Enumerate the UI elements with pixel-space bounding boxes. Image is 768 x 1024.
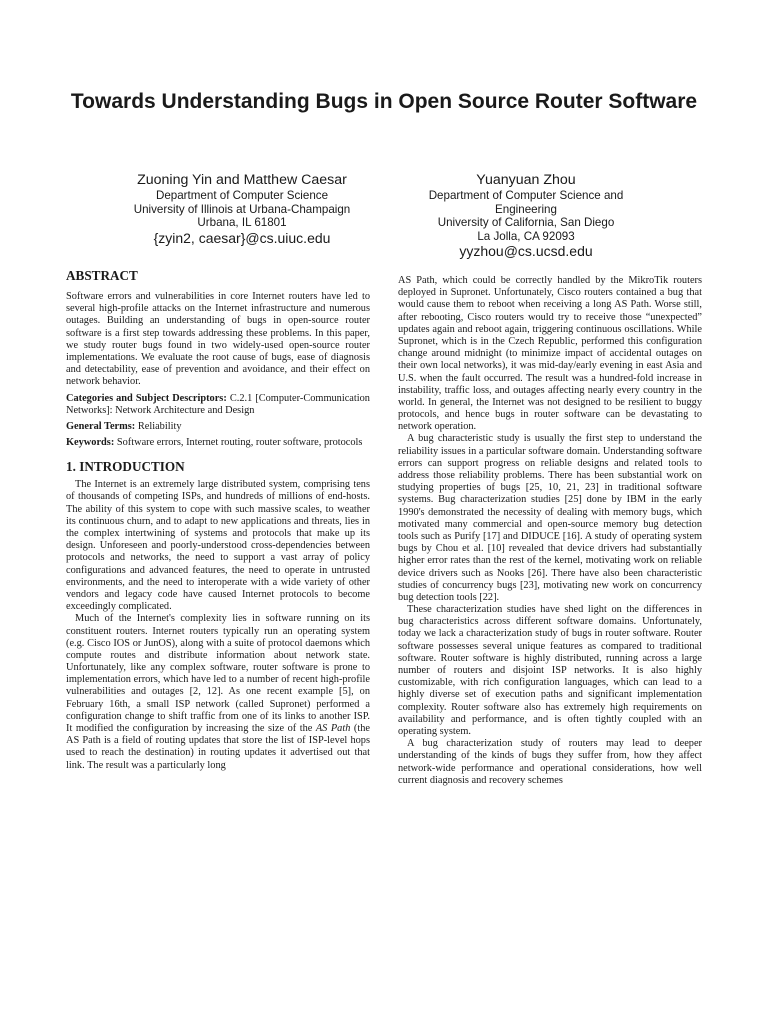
introduction-heading: 1. INTRODUCTION: [66, 459, 185, 475]
author-institution: University of Illinois at Urbana-Champaign: [133, 202, 351, 216]
right-column: [398, 275, 702, 787]
author-block-2: [400, 172, 652, 259]
keywords-text: Software errors, Internet routing, router software, protocols: [116, 437, 363, 449]
categories-label: Categories and Subject Descriptors:: [66, 392, 227, 404]
author-email: yyzhou@cs.ucsd.edu: [459, 243, 593, 260]
author-address: Urbana, IL 61801: [197, 216, 287, 230]
author-block-1: [88, 172, 396, 246]
paper-title: Towards Understanding Bugs in Open Source Router Software: [70, 90, 698, 113]
author-institution: University of California, San Diego: [437, 216, 615, 230]
body-paragraph-3: These characterization studies have shed light on the differences in bug characteristics across different software domains. Unfortunately, today we lack a characterization study of bugs in router software. Router software possesses several unique features as compared to traditional software. Router software is highly distributed, running across a large number of routers and disjoint ISP networks. It is also highly customizable, with rich configuration languages, which can lead to a highly diverse set of execution paths and significant implementation complexity. Router software also has extremely high requirements on availability and performance, and is often tightly coupled with an operating system.: [398, 604, 702, 737]
intro-paragraph-1: The Internet is an extremely large distributed system, comprising tens of thousands of competing ISPs, and hundreds of millions of end-hosts. The ability of this system to cope with such massive scales, to weather its continuous churn, and to adapt to new applications and threats, lies in the complex intertwining of systems and protocols that make up its design. Unforeseen and poorly-understood cross-dependencies between protocols and networks, the need to support a vast array of policy configurations and advanced features, the need to operate in untrusted environments, and the need to interoperate with a wide variety of other vendors and legacy code have caused Internet protocols to become exceedingly complicated.: [66, 479, 370, 613]
body-paragraph-2: A bug characteristic study is usually the first step to understand the reliability issues in a particular software domain. Understanding software errors can support progress on reliable designs and related tools to address those reliability problems. There has been substantial work on studying properties of bugs [25, 10, 21, 23] in traditional software systems. Bug characterization studies [25] done by IBM in the early 1990's demonstrated the necessity of dealing with memory bugs, which motivated many commercial and open-source memory bug detection tools such as Purify [17] and DIDUCE [16]. A study of operating system bugs by Chou et al. [10] revealed that device drivers had substantially higher error rates than the rest of the kernel, motivating work on reliable device drivers such as Nooks [26]. There have also been characteristic studies of concurrency bugs [23], motivating new work on concurrency bug detection tools [22].: [398, 433, 702, 603]
intro-paragraph-2-part-1: Much of the Internet's complexity lies in software running on its constituent routers. Internet routers typically run an operating system (e.g. Cisco IOS or JunOS), along with a suite of protocol daemons which compute routes and distribute information about network state. Unfortunately, like any complex software, router software is prone to implementation errors, which have led to a number of recent high-profile vulnerabilities and outages [2, 12]. As one recent example [5], on February 16th, a small ISP network (called Supronet) performed a configuration change to shift traffic from one of its links to another ISP. It modified the configuration by increasing the size of the: [66, 613, 370, 734]
author-email: {zyin2, caesar}@cs.uiuc.edu: [153, 229, 331, 246]
general-terms: [66, 421, 370, 433]
keywords: [66, 437, 370, 449]
keywords-label: Keywords:: [66, 437, 115, 449]
body-paragraph-continued: AS Path, which could be correctly handled by the MikroTik routers deployed in Supronet. Unfortunately, Cisco routers contained a bug that would cause them to reboot when receiving a long AS Path. Worse still, after rebooting, Cisco routers would try to receive those “unexpected” updates again and reboot again, triggering continuous oscillations. While Supronet, which is in the Czech Republic, performed this configuration change around midnight (to minimize impact of accidental outages on their own local networks), it was mid-day/early evening in east Asia and U.S. when the fault occurred. The result was a hundred-fold increase in instability, traffic loss, and outages affecting nearly every country in the world. In general, the Internet was not designed to be resilient to buggy protocols, and hence bugs in router software can be devastating to network operation.: [398, 275, 702, 433]
categories-text: C.2.1 [Computer-Communication Networks]: Network Architecture and Design: [66, 392, 370, 416]
author-department-line-1: Department of Computer Science and: [428, 189, 624, 202]
intro-paragraph-2-part-2: (the AS Path is a field of routing updates that store the list of ISP-level hops used to reach the destination) in routing updates it advertised out that link. The result was a particularly long: [66, 723, 370, 771]
general-terms-label: General Terms:: [66, 420, 136, 432]
body-paragraph-4: A bug characterization study of routers may lead to deeper understanding of the kinds of bugs they suffer from, how they affect network-wide performance and operational considerations, how well current diagnosis and recovery schemes: [398, 738, 702, 786]
intro-paragraph-2: [66, 613, 370, 771]
general-terms-text: Reliability: [137, 420, 182, 432]
author-names: Zuoning Yin and Matthew Caesar: [137, 172, 347, 188]
intro-paragraph-2-italic: AS Path: [315, 723, 351, 734]
author-address: La Jolla, CA 92093: [477, 229, 575, 243]
categories: [66, 393, 370, 417]
left-column: [66, 268, 370, 772]
author-department-line-2: Engineering: [495, 202, 557, 216]
abstract-heading: ABSTRACT: [66, 268, 138, 283]
author-names: Yuanyuan Zhou: [476, 172, 576, 188]
author-department: Department of Computer Science: [155, 189, 329, 202]
abstract-text: Software errors and vulnerabilities in core Internet routers have led to several high-profile attacks on the Internet infrastructure and numerous outages. Building an understanding of bugs in open-source router software is a first step towards addressing these problems. In this paper, we study router bugs found in two widely-used open-source router implementations. We evaluate the root cause of bugs, ease of diagnosis and detectability, ease of prevention and avoidance, and their effect on network behavior.: [66, 291, 370, 388]
